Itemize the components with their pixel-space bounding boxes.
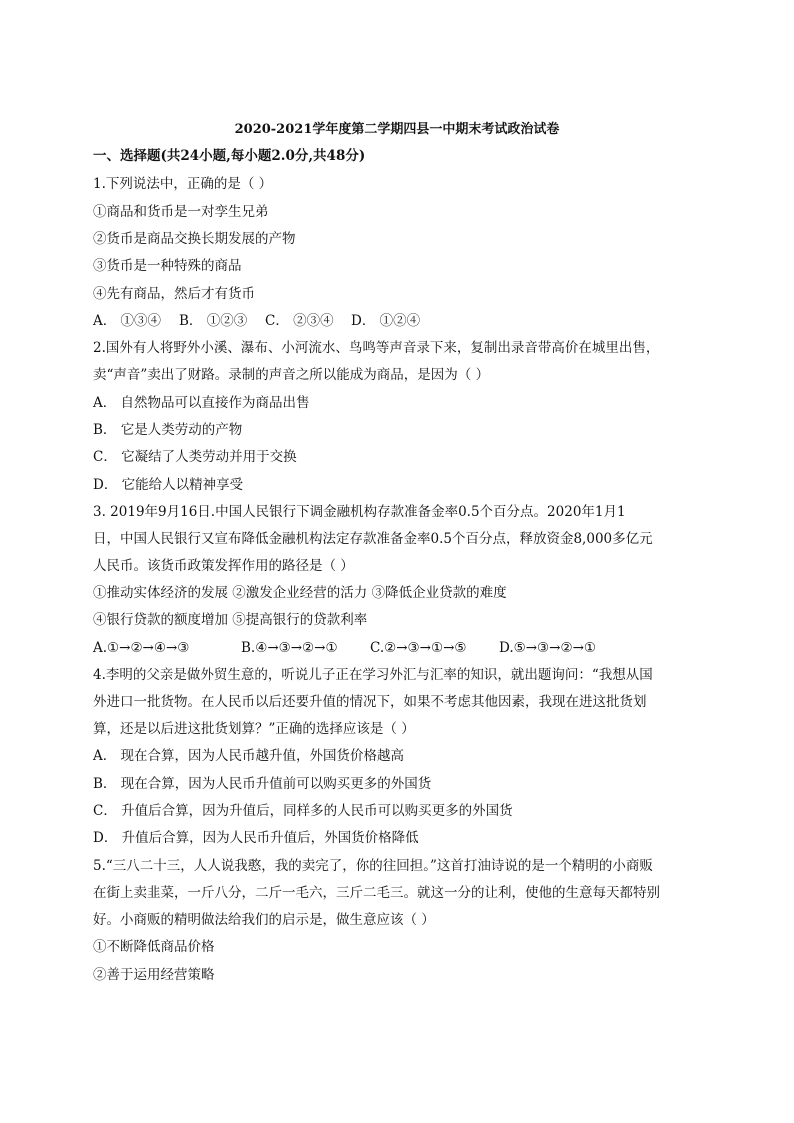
q1-item-1: ①商品和货币是一对孪生兄弟: [93, 204, 269, 220]
q5-item-1: ①不断降低商品价格: [93, 939, 215, 955]
q1-option-a: A． ①③④: [93, 313, 162, 329]
q2-option-a: A． 自然物品可以直接作为商品出售: [93, 395, 310, 411]
q1-options: [93, 312, 420, 330]
q3-item-line-1: ①推动实体经济的发展 ②激发企业经营的活力 ③降低企业贷款的难度: [93, 585, 507, 601]
q4-stem-line-1: 4.李明的父亲是做外贸生意的，听说儿子正在学习外汇与汇率的知识，就出题询问：“我想从国: [93, 667, 653, 683]
q5-stem-line-3: 好。小商贩的精明做法给我们的启示是，做生意应该（ ）: [93, 912, 435, 928]
q1-item-3: ③货币是一种特殊的商品: [93, 258, 242, 274]
q3-stem-line-1: 3. 2019年9月16日.中国人民银行下调金融机构存款准备金率0.5个百分点。2020年1月1: [93, 504, 626, 520]
q4-option-c: C． 升值后合算，因为升值后，同样多的人民币可以购买更多的外国货: [93, 803, 513, 819]
q5-stem-line-2: 在街上卖韭菜，一斤八分，二斤一毛六，三斤二毛三。就这一分的让利，使他的生意每天都特别: [93, 885, 660, 901]
q3-stem-line-2: 日，中国人民银行又宣布降低金融机构法定存款准备金率0.5个百分点，释放资金8,000多亿元: [93, 531, 653, 547]
q5-stem-line-1: 5.“三八二十三，人人说我憨，我的卖完了，你的往回担。”这首打油诗说的是一个精明的小商贩: [93, 858, 653, 874]
q3-option-b: B.④→③→②→①: [241, 640, 338, 656]
q1-stem: 1.下列说法中，正确的是（ ）: [93, 176, 273, 192]
q1-item-2: ②货币是商品交换长期发展的产物: [93, 231, 296, 247]
q1-item-4: ④先有商品，然后才有货币: [93, 286, 255, 302]
q4-stem-line-3: 算，还是以后进这批货划算？”正确的选择应该是（ ）: [93, 721, 415, 737]
q2-option-c: C． 它凝结了人类劳动并用于交换: [93, 449, 297, 465]
exam-title: 2020-2021学年度第二学期四县一中期末考试政治试卷: [234, 122, 560, 137]
q4-option-b: B． 现在合算，因为人民币升值前可以购买更多的外国货: [93, 776, 432, 792]
q1-option-d: D． ①②④: [351, 313, 421, 329]
q3-option-c: C.②→③→①→⑤: [370, 640, 467, 656]
q1-option-b: B． ①②③: [179, 313, 248, 329]
q2-option-d: D． 它能给人以精神享受: [93, 477, 244, 493]
q3-option-a: A.①→②→④→③: [93, 640, 190, 656]
q3-option-d: D.⑤→③→②→①: [499, 640, 596, 656]
q2-stem-line-1: 2.国外有人将野外小溪、瀑布、小河流水、鸟鸣等声音录下来，复制出录音带高价在城里出售，: [93, 340, 660, 356]
q2-option-b: B． 它是人类劳动的产物: [93, 422, 243, 438]
q3-stem-line-3: 人民币。该货币政策发挥作用的路径是（ ）: [93, 558, 354, 574]
q4-stem-line-2: 外进口一批货物。在人民币以后还要升值的情况下，如果不考虑其他因素，我现在进这批货划: [93, 694, 647, 710]
q2-stem-line-2: 卖“声音”卖出了财路。录制的声音之所以能成为商品，是因为（ ）: [93, 367, 490, 383]
q5-item-2: ②善于运用经营策略: [93, 967, 215, 983]
q1-option-c: C． ②③④: [265, 313, 334, 329]
q4-option-a: A． 现在合算，因为人民币越升值，外国货价格越高: [93, 748, 405, 764]
q4-option-d: D． 升值后合算，因为人民币升值后，外国货价格降低: [93, 830, 419, 846]
q3-options: [93, 639, 596, 657]
q3-item-line-2: ④银行贷款的额度增加 ⑤提高银行的贷款利率: [93, 612, 368, 628]
section-heading: 一、选择题(共24小题,每小题2.0分,共48分): [93, 148, 366, 164]
